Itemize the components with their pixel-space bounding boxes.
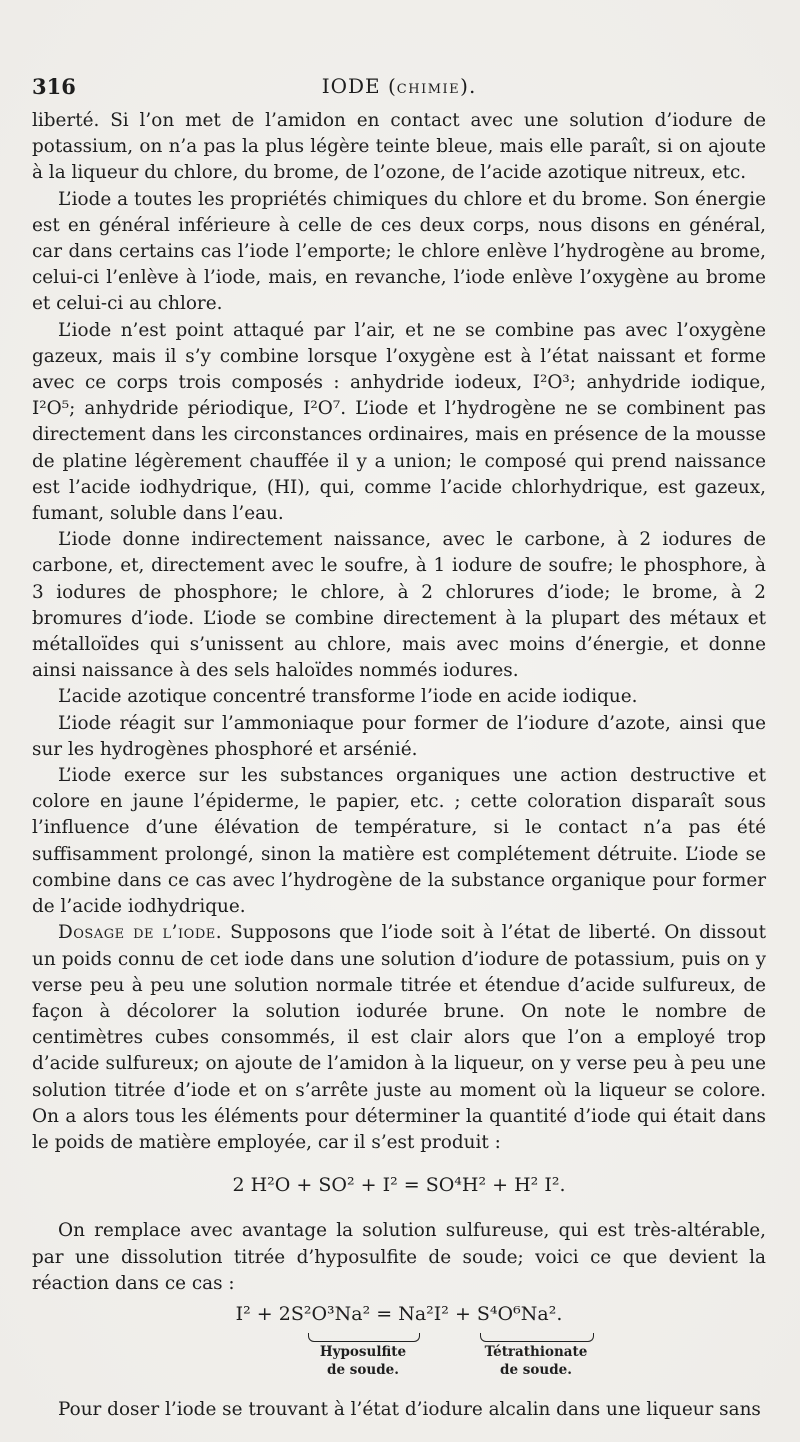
running-title-main: IODE ( xyxy=(321,74,397,98)
paragraph-1: liberté. Si l’on met de l’amidon en contact avec une solution d’iodure de potassium, on n’a pas la plus légère teinte bleue, mais elle paraît, si on ajoute à la liqueur du chlore, du brome, de l’ozone, de l’acide azotique nitreux, etc. xyxy=(32,110,766,184)
paragraph-2: L’iode a toutes les propriétés chimiques du chlore et du brome. Son énergie est en général inférieure à celle de ces deux corps, nous disons en général, car dans certains cas l’iode l’emporte; le chlore enlève l’hydrogène au brome, celui-ci l’enlève à l’iode, mais, en revanche, l’iode enlève l’oxygène au brome et celui-ci au chlore. xyxy=(32,188,766,315)
dosage-heading: Dosage de l’iode. xyxy=(58,922,223,944)
paragraph-4: L’iode donne indirectement naissance, avec le carbone, à 2 iodures de carbone, et, directement avec le soufre, à 1 iodure de soufre; le phosphore, à 3 iodures de phosphore; le chlore, à 2 chlorures d’iode; le brome, à 2 bromures d’iode. L’iode se combine directement à la plupart des métaux et métalloïdes qui s’unissent au chlore, mais avec moins d’énergie, et donne ainsi naissance à des sels haloïdes nommés iodures. xyxy=(32,529,766,682)
paragraph-after-formula: On remplace avec avantage la solution sulfureuse, qui est très-altérable, par une dissolution titrée d’hyposulfite de soude; voici ce que devient la réaction dans ce cas : xyxy=(32,1220,766,1294)
page-header xyxy=(32,74,766,104)
brace-label-left-line2: de soude. xyxy=(327,1361,399,1378)
brace-label-left xyxy=(303,1343,423,1379)
formula-2: I² + 2S²O³Na² = Na²I² + S⁴O⁶Na². xyxy=(235,1302,563,1325)
paragraph-7: L’iode exerce sur les substances organiques une action destructive et colore en jaune l’épiderme, le papier, etc. ; cette coloration disparaît sous l’influence d’une élévation de température, si le contact n’a pas été suffisamment prolongé, sinon la matière est complétement détruite. L’iode se combine dans ce cas avec l’hydrogène de la substance organique pour former de l’acide iodhydrique. xyxy=(32,765,766,918)
brace-label-right xyxy=(476,1343,596,1379)
page-number: 316 xyxy=(32,74,76,99)
running-title-smallcaps: CHIMIE xyxy=(396,82,461,97)
running-title-end: ). xyxy=(460,74,477,98)
body-text xyxy=(32,108,766,1423)
paragraph-5: L’acide azotique concentré transforme l’iode en acide iodique. xyxy=(58,686,638,708)
left-brace xyxy=(308,1333,420,1342)
paragraph-dosage xyxy=(32,920,766,1156)
paragraph-3: L’iode n’est point attaqué par l’air, et ne se combine pas avec l’oxygène gazeux, mais il s’y combine lorsque l’oxygène est à l’état naissant et forme avec ce corps trois composés : anhydride iodeux, I²O³; anhydride iodique, I²O⁵; anhydride périodique, I²O⁷. L’iode et l’hydrogène ne se combinent pas directement dans les circonstances ordinaires, mais en présence de la mousse de platine légèrement chauffée il y a union; le composé qui prend naissance est l’acide iodhydrique, (HI), qui, comme l’acide chlorhydrique, est gazeux, fumant, soluble dans l’eau. xyxy=(32,319,766,525)
paragraph-last: Pour doser l’iode se trouvant à l’état d’iodure alcalin dans une liqueur sans xyxy=(58,1398,761,1420)
brace-label-left-line1: Hyposulfite xyxy=(319,1343,407,1360)
formula-1: 2 H²O + SO² + I² = SO⁴H² + H² I². xyxy=(232,1174,566,1197)
brace-label-right-line1: Tétrathionate xyxy=(484,1343,588,1360)
brace-label-right-line2: de soude. xyxy=(500,1361,572,1378)
running-title xyxy=(32,74,766,98)
formula-braces xyxy=(32,1329,766,1387)
dosage-text: Supposons que l’iode soit à l’état de liberté. On dissout un poids connu de cet iode dans une solution d’iodure de potassium, puis on y verse peu à peu une solution normale titrée et étendue d’acide sulfureux, de façon à décolorer la solution iodurée brune. On note le nombre de centimètres cubes consommés, il est clair alors que l’on a employé trop d’acide sulfureux; on ajoute de l’amidon à la liqueur, on y verse peu à peu une solution titrée d’iode et on s’arrête juste au moment où la liqueur se colore. On a alors tous les éléments pour déterminer la quantité d’iode qui était dans le poids de matière employée, car il s’est produit : xyxy=(32,922,766,1153)
paragraph-6: L’iode réagit sur l’ammoniaque pour former de l’iodure d’azote, ainsi que sur les hydrogènes phosphoré et arsénié. xyxy=(32,712,766,760)
right-brace xyxy=(480,1333,594,1342)
